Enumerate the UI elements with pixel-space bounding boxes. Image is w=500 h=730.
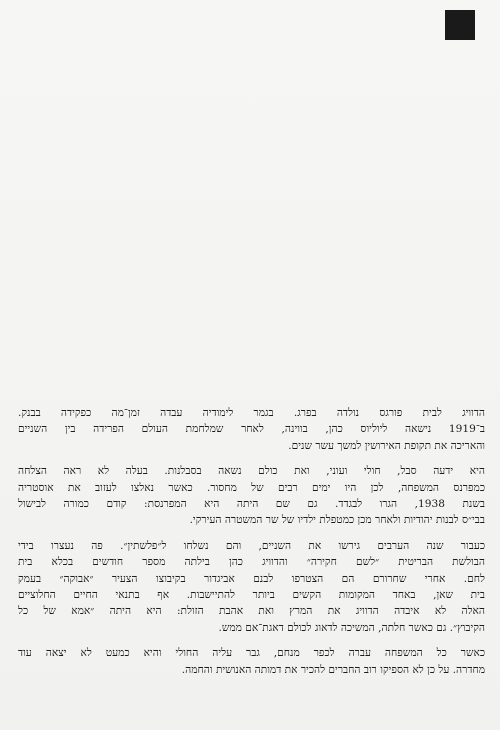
text-line: והאריכה את תקופת האירושין למשך עשר שנים. (288, 439, 485, 452)
paragraph-1 (18, 405, 485, 454)
text-line: בית שאן, באחד המקומות הקשים ביותר להתיישבות. אף בתנאי החיים החלוציים (18, 589, 485, 602)
text-line: כמפרנס המשפחה, לכן היו ימים רבים של מחסור. כאשר נאלצו לעזוב את אוסטריה (18, 481, 485, 494)
paragraph-4 (18, 645, 485, 678)
biography-text (18, 405, 485, 687)
paragraph-2 (18, 463, 485, 529)
text-line: מחדרה. על כן לא הספיקו רוב החברים להכיר את דמותה האנושית והחמה. (181, 663, 485, 676)
text-line: בשנת 1938, הגרו לבגדד. גם שם היתה היא המפרנסת: קודם כמורה לבישול (18, 498, 485, 511)
corner-marker (445, 10, 475, 40)
text-line: כעבור שנה הערבים גירשו את השניים, והם נשלחו ל״פלשתין״. פה נעצרו בידי (18, 539, 485, 552)
text-line: כאשר כל המשפחה עברה לכפר מנחם, גבר עליה החולי והיא כמעט לא יצאה עוד (18, 647, 485, 660)
text-line: האלה לא איבדה הדוויג את המרץ ואת אהבת הזולת: היא היתה ״אמא של כל (18, 605, 485, 618)
text-line: הקיבוץ״. גם כאשר חלתה, המשיכה לדאוג לכולם דאגת־אם ממש. (218, 621, 485, 634)
text-line: הדוויג לבית פורגס נולדה בפרג. בגמר לימודיה עבדה זמן־מה כפקידה בבנק. (18, 407, 485, 419)
paragraph-3 (18, 538, 485, 636)
text-line: הבולשת הבריטית ״לשם חקירה״ והדוויג כהן בילתה מספר חודשים בכלא בית (18, 556, 485, 569)
text-line: ב־1919 נישאה ליוליוס כהן, בווינה, לאחר שמלחמת העולם הפרידה בין השניים (18, 423, 485, 436)
text-line: לחם. אחרי שחרורם הם הצטרפו לבנם אביגדור בקיבוצו הצעיר ״אבוקה״ בעמק (18, 572, 485, 585)
text-line: היא ידעה סבל, חולי ועוני, ואת כולם נשאה בסבלנות. בעלה לא ראה הצלחה (18, 465, 485, 478)
text-line: בבי״ס לבנות יהודיות ולאחר מכן כמטפלת ילדיו של שר המשטרה העירקי. (189, 514, 485, 527)
